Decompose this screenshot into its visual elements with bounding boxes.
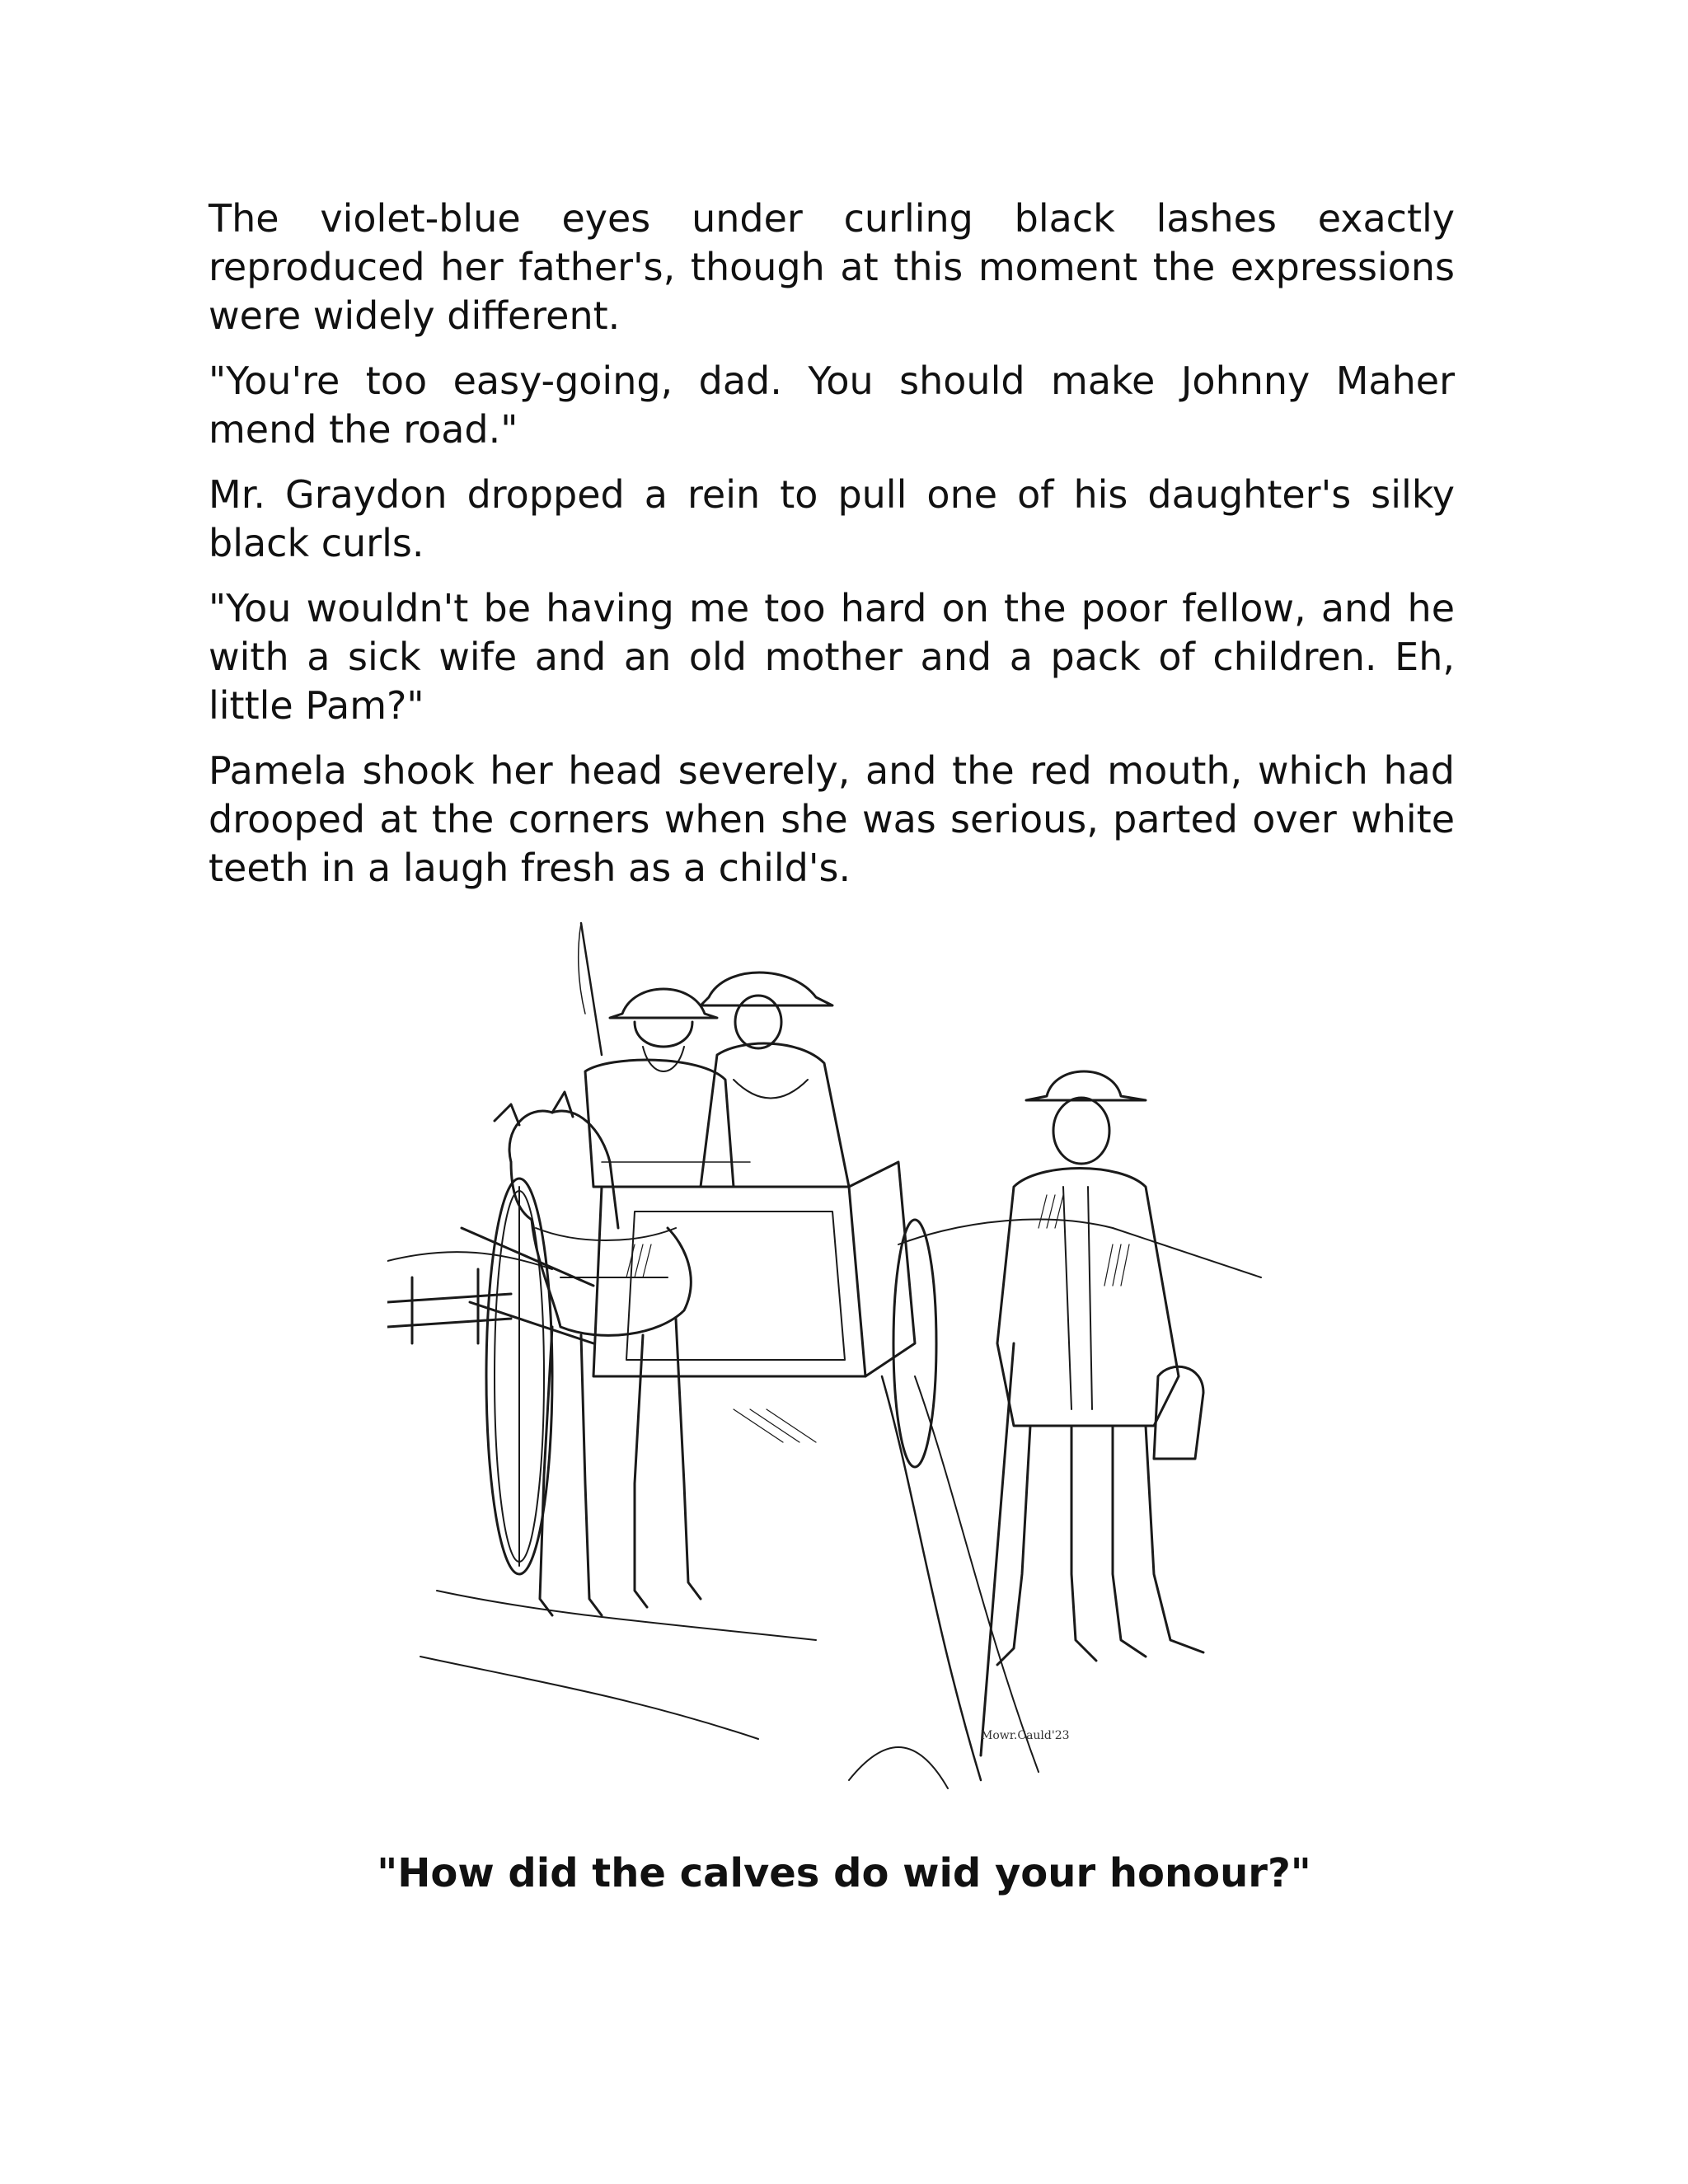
paragraph-5: Pamela shook her head severely, and the red mouth, which had drooped at the corners when she was serious, parted over white teeth in a laugh fresh as a child's. <box>209 748 1455 890</box>
paragraph-3: Mr. Graydon dropped a rein to pull one of his daughter's silky black curls. <box>209 472 1455 565</box>
artist-signature: Mowr.Cauld'23 <box>981 1729 1070 1742</box>
paragraph-4: "You wouldn't be having me too hard on the poor fellow, and he with a sick wife and an old mother and a pack of children. Eh, little Pam?" <box>209 586 1455 728</box>
paragraph-2: "You're too easy-going, dad. You should make Johnny Maher mend the road." <box>209 359 1455 452</box>
illustration <box>387 915 1302 1830</box>
figure-caption: "How did the calves do wid your honour?" <box>377 1850 1311 1896</box>
pen-drawing-horse-cart <box>387 915 1302 1830</box>
body-text <box>209 194 1455 909</box>
paragraph-1: The violet-blue eyes under curling black lashes exactly reproduced her father's, though at this moment the expressions were widely different. <box>209 196 1455 338</box>
